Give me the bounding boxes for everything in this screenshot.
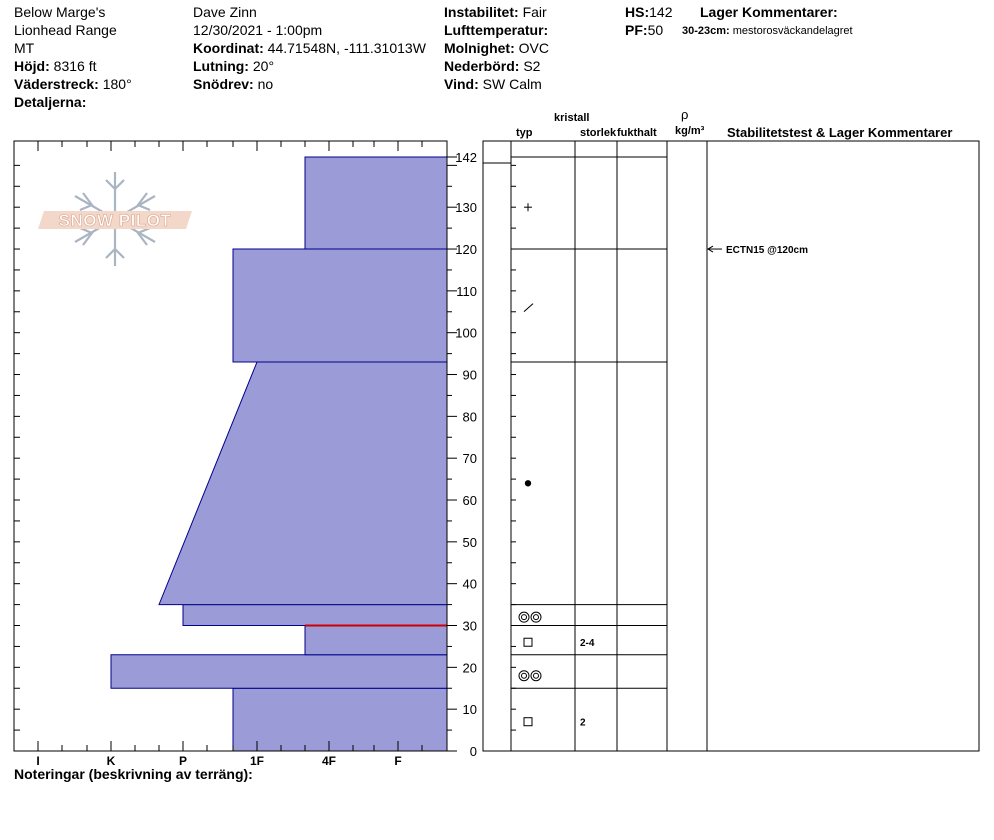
hardness-label: I <box>36 754 40 768</box>
range-name: Lionhead Range <box>14 22 117 38</box>
hardness-layer-4 <box>159 362 447 605</box>
height-label: 30 <box>462 618 477 634</box>
details-label: Detaljerna: <box>14 94 87 110</box>
melt-forms-symbol <box>522 615 527 620</box>
height-label: 100 <box>455 325 477 341</box>
hardness-layer-3 <box>183 605 447 626</box>
hardness-label: P <box>178 754 188 768</box>
col-stability-header: Stabilitetstest & Lager Kommentarer <box>727 125 953 140</box>
decomposing-fragments-symbol <box>524 304 533 312</box>
faceted-crystals-symbol <box>524 718 532 726</box>
height-label: 60 <box>462 493 477 509</box>
height-label: 120 <box>455 242 477 258</box>
col-moisture-header: fukthalt <box>617 127 657 139</box>
height-label: 70 <box>462 451 477 467</box>
elevation-value: 8316 ft <box>53 58 97 74</box>
col-crystal-header: kristall <box>554 112 590 124</box>
melt-forms-symbol <box>531 612 541 622</box>
sky-value: OVC <box>518 40 549 56</box>
hardness-layer-2 <box>305 626 447 655</box>
stability-value: Fair <box>522 4 547 20</box>
coordinate-label: Koordinat: <box>193 40 264 56</box>
hs-label: HS: <box>625 4 650 20</box>
precip-value: S2 <box>523 58 541 74</box>
observer-name: Dave Zinn <box>193 4 257 20</box>
col-type-header: typ <box>516 127 533 139</box>
melt-forms-symbol <box>519 612 529 622</box>
height-label: 50 <box>462 534 477 550</box>
height-axis <box>447 150 477 759</box>
coordinate-value: 44.71548N, -111.31013W <box>267 40 426 56</box>
grain-sizes <box>580 638 595 728</box>
col-density-unit: kg/m³ <box>675 125 705 137</box>
melt-forms-symbol <box>522 673 527 678</box>
height-label: 142 <box>455 150 477 165</box>
height-label: 0 <box>469 744 477 759</box>
drift-label: Snödrev: <box>193 76 254 92</box>
stability-test-label: ECTN15 @120cm <box>726 245 809 257</box>
hardness-layers <box>111 157 447 751</box>
height-label: 20 <box>462 660 477 676</box>
state-name: MT <box>14 40 35 56</box>
layer-table <box>483 141 979 751</box>
height-label: 130 <box>455 200 477 216</box>
faceted-crystals-symbol <box>524 638 532 646</box>
drift-value: no <box>257 76 274 92</box>
height-label: 40 <box>462 576 477 592</box>
location-name: Below Marge's <box>14 4 106 20</box>
grain-symbols <box>519 203 541 726</box>
hardness-label: F <box>394 754 402 768</box>
grain-size-value: 2-4 <box>580 638 595 650</box>
layer-table-border <box>483 141 979 751</box>
stability-tests <box>708 245 808 256</box>
hardness-label: K <box>106 754 116 768</box>
sky-label: Molnighet: <box>444 40 515 56</box>
hardness-layer-1 <box>111 655 447 688</box>
hardness-layer-6 <box>305 157 447 249</box>
hardness-label: 1F <box>249 754 265 768</box>
wind-value: SW Calm <box>482 76 542 92</box>
hs-value: 142 <box>649 4 673 20</box>
rounded-grains-symbol <box>525 480 531 486</box>
aspect-label: Väderstreck: <box>14 76 99 92</box>
notes-label: Noteringar (beskrivning av terräng): <box>14 766 253 782</box>
layer-comment-text: mestorosväckandelagret <box>732 25 853 37</box>
melt-forms-symbol <box>519 671 529 681</box>
observation-datetime: 12/30/2021 - 1:00pm <box>193 22 323 38</box>
hardness-label: 4F <box>321 754 337 768</box>
slope-value: 20° <box>252 58 275 74</box>
pf-value: 50 <box>647 22 664 38</box>
slope-label: Lutning: <box>193 58 249 74</box>
pf-label: PF: <box>625 22 648 38</box>
melt-forms-symbol <box>531 671 541 681</box>
melt-forms-symbol <box>534 615 539 620</box>
col-rho-header: ρ <box>681 107 689 122</box>
height-label: 90 <box>462 367 477 383</box>
col-size-header: storlek <box>580 127 617 139</box>
hardness-layer-5 <box>233 249 447 362</box>
airtemp-label: Lufttemperatur: <box>444 22 549 38</box>
hardness-layer-0 <box>233 688 447 751</box>
wind-label: Vind: <box>444 76 479 92</box>
height-label: 10 <box>462 702 477 718</box>
height-label: 80 <box>462 409 477 425</box>
elevation-label: Höjd: <box>14 58 50 74</box>
height-label: 110 <box>456 283 477 299</box>
precip-label: Nederbörd: <box>444 58 520 74</box>
stability-label: Instabilitet: <box>444 4 519 20</box>
layer-comments-label: Lager Kommentarer: <box>700 4 838 20</box>
logo-text: SNOW PILOT <box>58 211 172 230</box>
layer-comment-range: 30-23cm: <box>682 25 730 37</box>
snowpilot-logo <box>38 172 192 266</box>
aspect-value: 180° <box>102 76 132 92</box>
grain-size-value: 2 <box>580 717 586 729</box>
melt-forms-symbol <box>534 673 539 678</box>
